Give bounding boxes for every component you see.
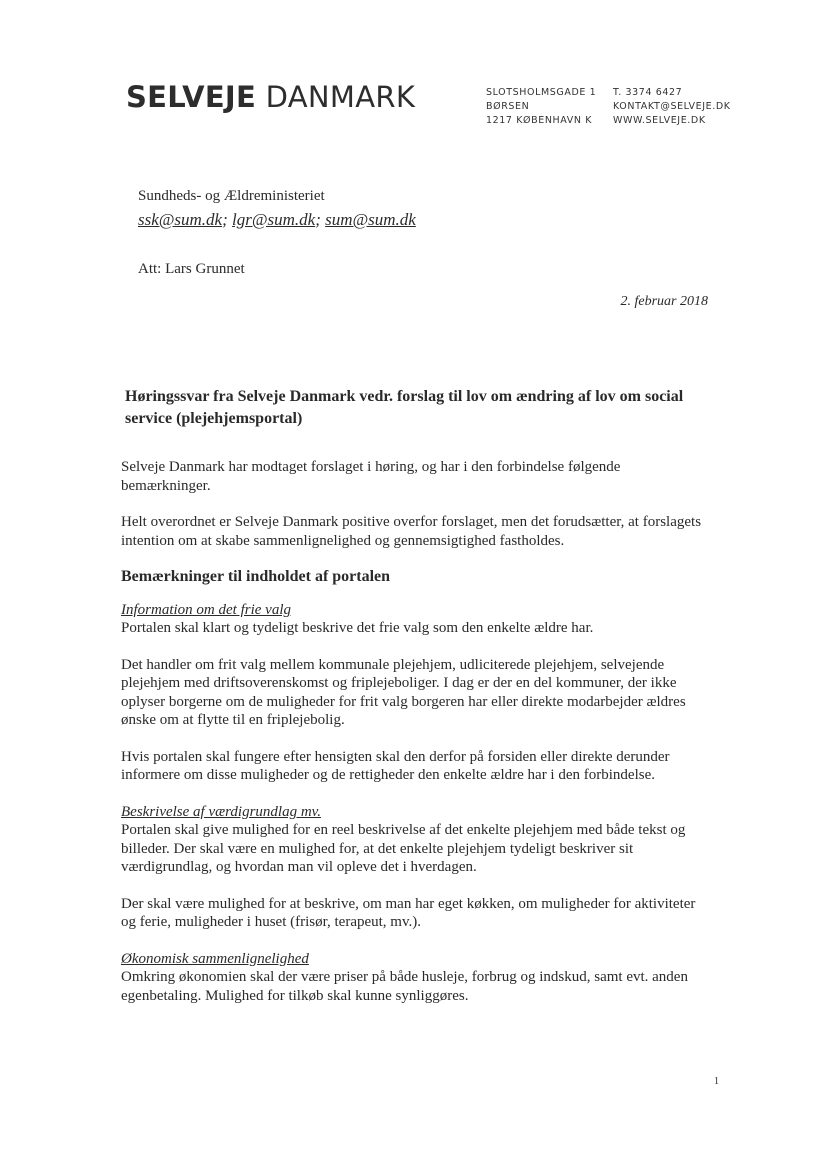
recipient-ministry: Sundheds- og Ældreministeriet <box>138 188 325 204</box>
body-paragraph: Portalen skal give mulighed for en reel beskrivelse af det enkelte plejehjem med både tekst og billeder. Der skal være en mulighed for, at det enkelte plejehjem tydeligt beskriver sit værdigrundlag, og hvordan man vil opleve det i hverdagen. <box>121 822 686 875</box>
email-separator: ; <box>222 210 228 229</box>
subsection-heading: Økonomisk sammenlignelighed <box>121 950 309 967</box>
body-paragraph: Portalen skal klart og tydeligt beskrive det frie valg som den enkelte ældre har. <box>121 620 594 636</box>
body-paragraph: Der skal være mulighed for at beskrive, om man har eget køkken, om muligheder for aktiviteter og ferie, muligheder i huset (frisør, terapeut, mv.). <box>121 895 696 930</box>
address-line: SLOTSHOLMSGADE 1 <box>486 87 597 98</box>
email-separator: ; <box>315 210 321 229</box>
letter-title: Høringssvar fra Selveje Danmark vedr. forslag til lov om ændring af lov om social service (plejehjemsportal) <box>125 388 684 427</box>
recipient-emails <box>138 210 416 230</box>
email-link[interactable]: lgr@sum.dk <box>232 210 316 229</box>
letterhead-contact <box>613 86 731 128</box>
letter-date: 2. februar 2018 <box>620 294 708 309</box>
contact-email: KONTAKT@SELVEJE.DK <box>613 101 731 112</box>
body-paragraph: Det handler om frit valg mellem kommunale plejehjem, udliciterede plejehjem, selvejende plejehjem med driftsoverenskomst og friplejeboliger. I dag er der en del kommuner, der ikke oplyser borgerne om de muligheder for frit valg borgeren har eller direkte modarbejder ældres ønske om at flytte til en friplejebolig. <box>121 656 686 728</box>
body-paragraph: Omkring økonomien skal der være priser på både husleje, forbrug og indskud, samt evt. anden egenbetaling. Mulighed for tilkøb skal kunne synliggøres. <box>121 969 688 1004</box>
address-line: BØRSEN <box>486 101 530 112</box>
intro-paragraph: Selveje Danmark har modtaget forslaget i høring, og har i den forbindelse følgende bemærkninger. <box>121 459 621 494</box>
intro-paragraph: Helt overordnet er Selveje Danmark positive overfor forslaget, men det forudsætter, at forslagets intention om at skabe sammenlignelighed og gennemsigtighed fastholdes. <box>121 514 702 549</box>
address-line: 1217 KØBENHAVN K <box>486 115 593 126</box>
email-link[interactable]: sum@sum.dk <box>325 210 416 229</box>
subsection-heading: Information om det frie valg <box>121 601 291 618</box>
letter-body <box>121 386 711 1023</box>
attention-line: Att: Lars Grunnet <box>138 261 245 277</box>
logo-regular: DANMARK <box>265 80 416 114</box>
page-number: 1 <box>714 1076 719 1087</box>
section-heading: Bemærkninger til indholdet af portalen <box>121 568 391 585</box>
contact-website: WWW.SELVEJE.DK <box>613 115 706 126</box>
letterhead-address <box>486 86 596 128</box>
body-paragraph: Hvis portalen skal fungere efter hensigten skal den derfor på forsiden eller direkte derunder informere om disse muligheder og de rettigheder den enkelte ældre har i den forbindelse. <box>121 748 670 783</box>
email-link[interactable]: ssk@sum.dk <box>138 210 223 229</box>
logo-bold: SELVEJE <box>126 80 257 114</box>
subsection-heading: Beskrivelse af værdigrundlag mv. <box>121 803 321 820</box>
logo <box>126 80 415 114</box>
contact-phone: T. 3374 6427 <box>613 87 683 98</box>
recipient-block <box>138 186 416 230</box>
